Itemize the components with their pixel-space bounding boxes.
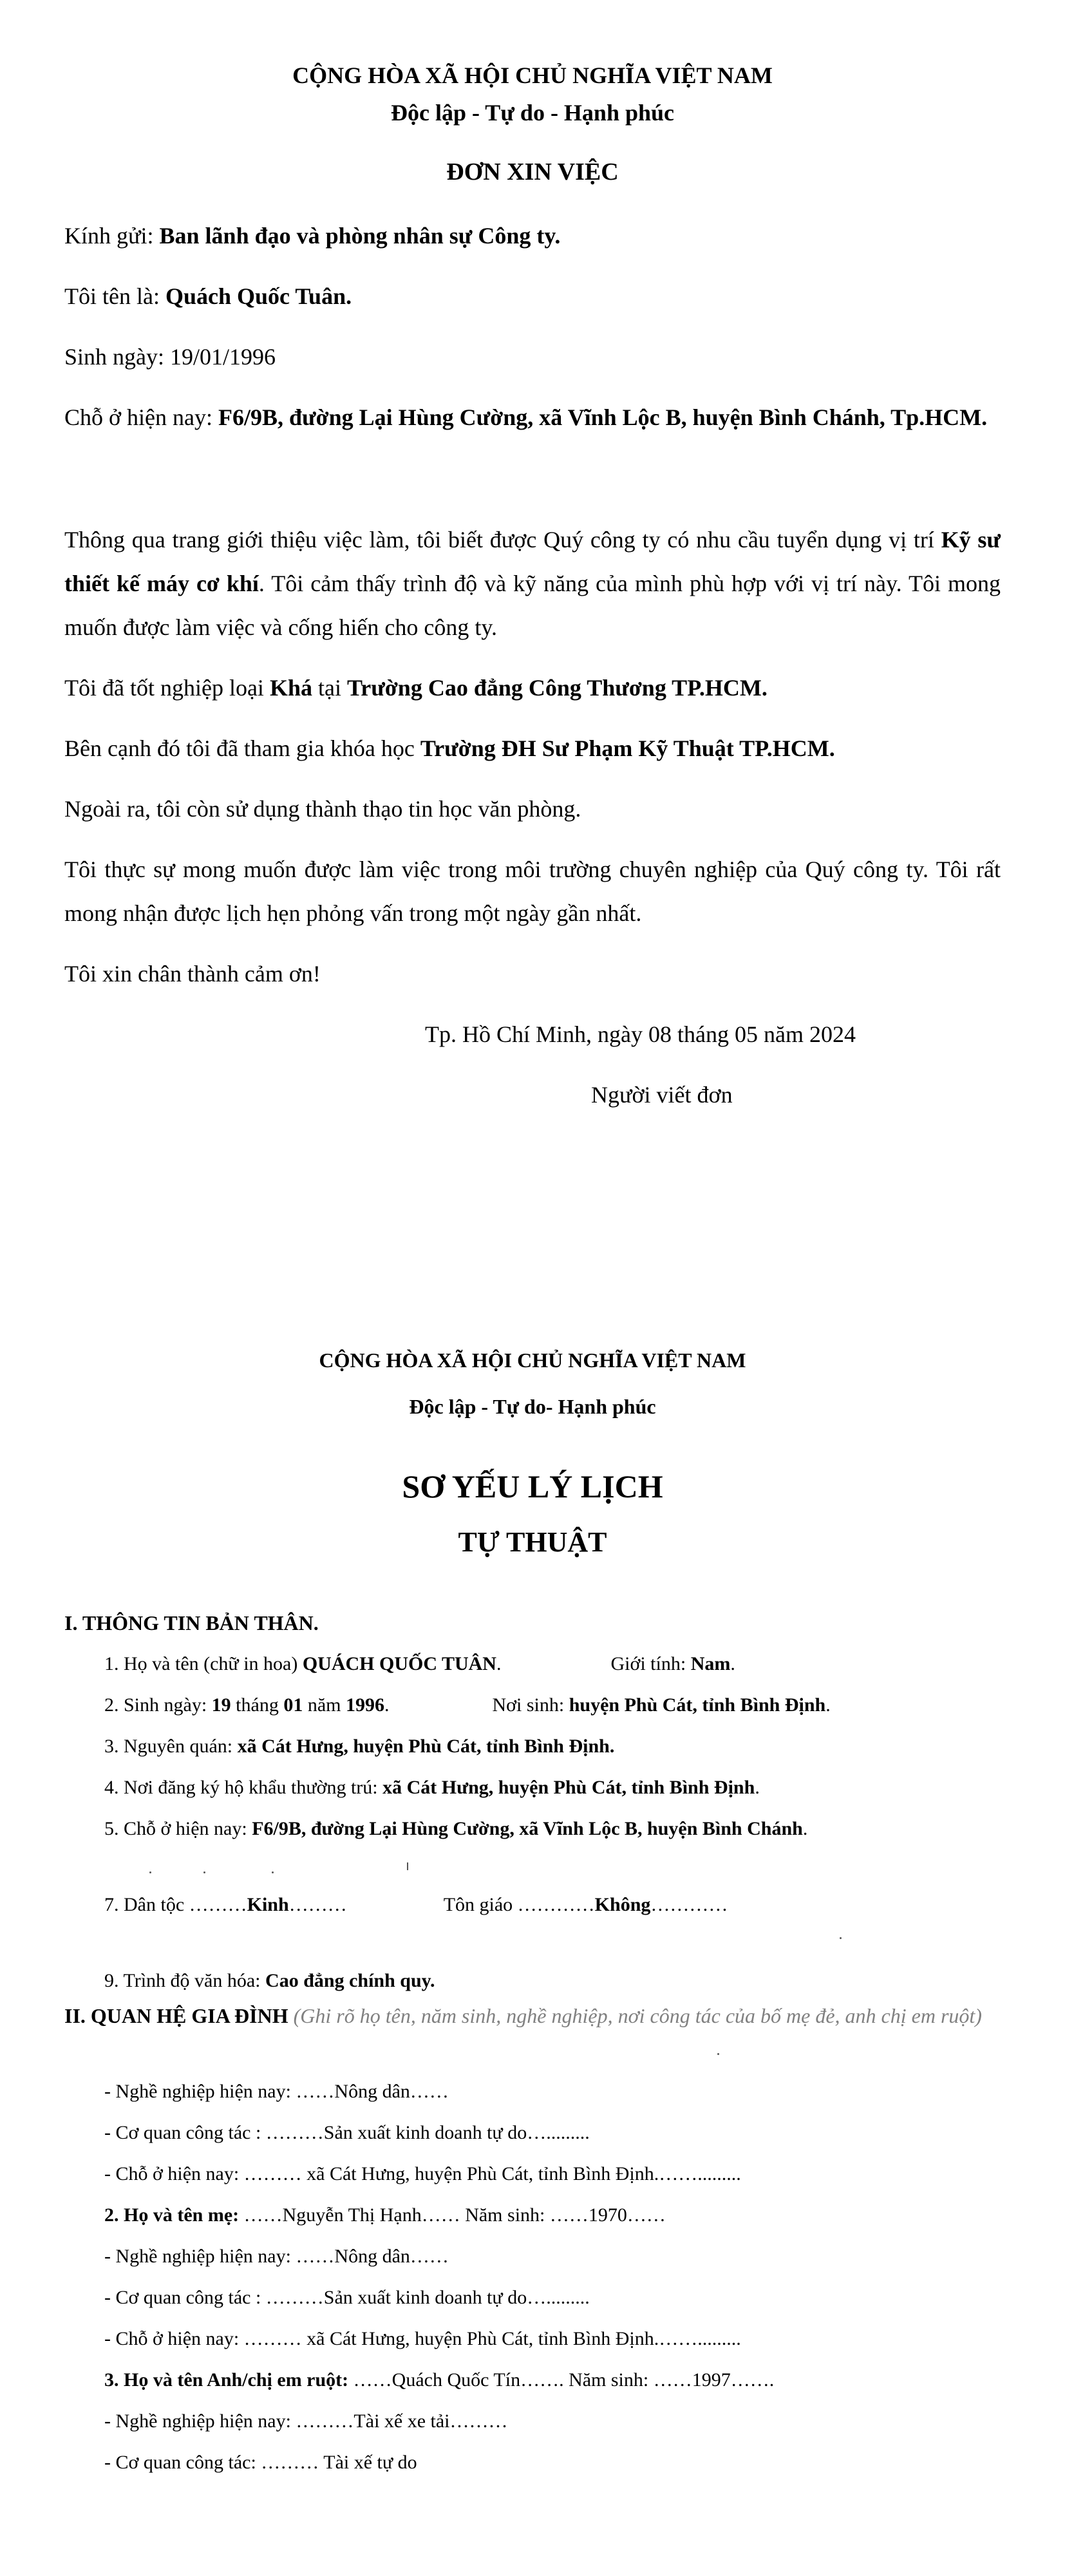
value: xã Cát Hưng, huyện Phù Cát, tỉnh Bình Định — [382, 1777, 755, 1798]
cv-title: SƠ YẾU LÝ LỊCH — [402, 1468, 663, 1504]
greeting-recipient: Ban lãnh đạo và phòng nhân sự Công ty. — [159, 223, 561, 249]
education-paragraph — [64, 666, 1001, 710]
value: QUÁCH QUỐC TUÂN — [302, 1653, 496, 1674]
artifact-dot — [840, 1937, 842, 1939]
name-line — [64, 274, 1001, 318]
artifact-dot — [717, 2053, 719, 2055]
year-label: năm — [303, 1694, 346, 1716]
cv-line-dob — [64, 1691, 1001, 1719]
dots: ……… — [288, 1894, 347, 1915]
value: ……Nguyễn Thị Hạnh…… Năm sinh: ……1970…… — [239, 2204, 666, 2226]
applicant-name: Quách Quốc Tuân. — [165, 283, 352, 309]
scan-artifacts — [64, 2036, 1001, 2065]
value: F6/9B, đường Lại Hùng Cường, xã Vĩnh Lộc B, huyện Bình Chánh — [252, 1818, 803, 1839]
punct: . — [825, 1694, 831, 1716]
label: 5. Chỗ ở hiện nay: — [104, 1818, 252, 1839]
wish-paragraph: Tôi thực sự mong muốn được làm việc trong môi trường chuyên nghiệp của Quý công ty. Tôi rất mong nhận được lịch hẹn phỏng vấn trong một ngày gần nhất. — [64, 857, 1001, 926]
punct: . — [384, 1694, 390, 1716]
label: 1. Họ và tên (chữ in hoa) — [104, 1653, 303, 1674]
letter-motto: Độc lập - Tự do - Hạnh phúc — [390, 100, 675, 126]
cv-line-ethnicity — [64, 1891, 1001, 1919]
scan-artifacts — [64, 1850, 1001, 1878]
cv-line-address — [64, 1815, 1001, 1843]
section-personal-info: I. THÔNG TIN BẢN THÂN. — [64, 1611, 319, 1634]
section-note: (Ghi rõ họ tên, năm sinh, nghề nghiệp, nơi công tác của bố mẹ đẻ, anh chị em ruột) — [293, 2004, 982, 2027]
father-workplace: - Cơ quan công tác : ………Sản xuất kinh doanh tự do…......... — [104, 2122, 590, 2143]
college-name: Trường Cao đẳng Công Thương TP.HCM. — [346, 675, 768, 701]
mother-occupation: - Nghề nghiệp hiện nay: ……Nông dân…… — [104, 2246, 449, 2267]
date-line: Tp. Hồ Chí Minh, ngày 08 tháng 05 năm 2024 — [425, 1021, 856, 1047]
cv-subtitle: TỰ THUẬT — [458, 1526, 607, 1558]
cv-line-hometown — [64, 1732, 1001, 1761]
scan-artifacts — [64, 1926, 1001, 1954]
letter-title: ĐƠN XIN VIỆC — [446, 158, 619, 185]
religion-value: Không — [594, 1894, 651, 1915]
thanks-line: Tôi xin chân thành cảm ơn! — [64, 961, 321, 987]
address-value: F6/9B, đường Lại Hùng Cường, xã Vĩnh Lộc B, huyện Bình Chánh, Tp.HCM. — [218, 404, 988, 430]
pob-value: huyện Phù Cát, tỉnh Bình Định — [569, 1694, 826, 1716]
month: 01 — [283, 1694, 303, 1716]
name-label: Tôi tên là: — [64, 283, 160, 309]
punct: . — [755, 1777, 760, 1798]
cv-document — [64, 1346, 1001, 2477]
skills-paragraph: Ngoài ra, tôi còn sử dụng thành thạo tin học văn phòng. — [64, 796, 581, 822]
father-address: - Chỗ ở hiện nay: ……… xã Cát Hưng, huyện Phù Cát, tỉnh Bình Định.……......... — [104, 2163, 741, 2184]
greeting-line — [64, 214, 1001, 258]
punct: . — [496, 1653, 502, 1674]
signer-label: Người viết đơn — [591, 1082, 733, 1108]
sibling-occupation: - Nghề nghiệp hiện nay: ………Tài xế xe tải……… — [104, 2410, 508, 2432]
value: xã Cát Hưng, huyện Phù Cát, tỉnh Bình Định. — [237, 1736, 615, 1757]
section-title: II. QUAN HỆ GIA ĐÌNH — [64, 2004, 288, 2027]
gender-value: Nam — [690, 1653, 731, 1674]
artifact-dot — [272, 1871, 274, 1873]
value: Cao đẳng chính quy. — [265, 1970, 435, 1991]
value: Kinh — [247, 1894, 289, 1915]
pob-label: Nơi sinh: — [492, 1694, 569, 1716]
artifact-dot — [203, 1871, 205, 1873]
cv-national-title: CỘNG HÒA XÃ HỘI CHỦ NGHĨA VIỆT NAM — [319, 1349, 746, 1372]
gender-label: Giới tính: — [610, 1653, 691, 1674]
label: 3. Họ và tên Anh/chị em ruột: — [104, 2369, 349, 2391]
intro-paragraph — [64, 518, 1001, 649]
cv-line-education — [64, 1967, 1001, 1995]
cv-line-fullname — [64, 1650, 1001, 1678]
cv-line-residence — [64, 1774, 1001, 1802]
university-name: Trường ĐH Sư Phạm Kỹ Thuật TP.HCM. — [420, 735, 835, 761]
label: 9. Trình độ văn hóa: — [104, 1970, 266, 1991]
address-line — [64, 395, 1001, 439]
dob-line: Sinh ngày: 19/01/1996 — [64, 344, 276, 370]
mother-address: - Chỗ ở hiện nay: ……… xã Cát Hưng, huyện Phù Cát, tỉnh Bình Định.……......... — [104, 2328, 741, 2349]
punct: . — [730, 1653, 735, 1674]
religion-label: Tôn giáo ………… — [443, 1894, 595, 1915]
sibling-workplace: - Cơ quan công tác: ……… Tài xế tự do — [104, 2452, 417, 2473]
grade: Khá — [269, 675, 312, 701]
father-occupation: - Nghề nghiệp hiện nay: ……Nông dân…… — [104, 2081, 449, 2102]
greeting-label: Kính gửi: — [64, 223, 154, 249]
mother-workplace: - Cơ quan công tác : ………Sản xuất kinh doanh tự do…......... — [104, 2287, 590, 2308]
cv-motto: Độc lập - Tự do- Hạnh phúc — [409, 1395, 656, 1418]
label: 7. Dân tộc ……… — [104, 1894, 247, 1915]
address-label: Chỗ ở hiện nay: — [64, 404, 213, 430]
dots: ………… — [650, 1894, 728, 1915]
label: 2. Họ và tên mẹ: — [104, 2204, 240, 2226]
mother-line — [64, 2201, 1001, 2230]
edu-text: Tôi đã tốt nghiệp loại — [64, 675, 270, 701]
artifact-dot — [149, 1871, 151, 1873]
intro-text-end: . Tôi cảm thấy trình độ và kỹ năng của mình phù hợp với vị trí này. Tôi mong muốn được làm việc và cống hiến cho công ty. — [64, 571, 1001, 640]
label: 2. Sinh ngày: — [104, 1694, 212, 1716]
year: 1996 — [345, 1694, 384, 1716]
label: 4. Nơi đăng ký hộ khẩu thường trú: — [104, 1777, 383, 1798]
day: 19 — [211, 1694, 231, 1716]
edu-text-mid: tại — [312, 675, 347, 701]
intro-text: Thông qua trang giới thiệu việc làm, tôi biết được Quý công ty có nhu cầu tuyển dụng vị trí — [64, 527, 941, 553]
application-letter — [64, 59, 1001, 1117]
value: ……Quách Quốc Tín……. Năm sinh: ……1997……. — [348, 2369, 775, 2391]
sibling-line — [64, 2366, 1001, 2394]
course-paragraph — [64, 726, 1001, 770]
section-family — [64, 2002, 1001, 2030]
spacer — [64, 456, 1001, 518]
punct: . — [802, 1818, 808, 1839]
month-label: tháng — [231, 1694, 284, 1716]
artifact-tick — [407, 1862, 408, 1870]
letter-national-title: CỘNG HÒA XÃ HỘI CHỦ NGHĨA VIỆT NAM — [292, 62, 773, 88]
label: 3. Nguyên quán: — [104, 1736, 238, 1757]
position-name: Kỹ sư thiết kế máy cơ khí — [64, 527, 1001, 596]
course-text: Bên cạnh đó tôi đã tham gia khóa học — [64, 735, 420, 761]
